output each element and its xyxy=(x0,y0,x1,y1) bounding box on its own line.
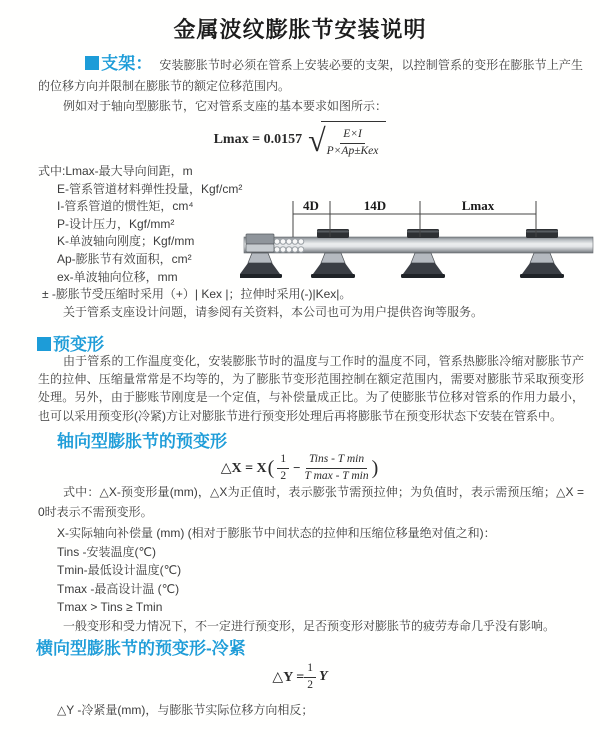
diagram-label-14d: 14D xyxy=(363,198,387,213)
half-denominator: 2 xyxy=(280,469,287,482)
definition-line: 式中:Lmax-最大导向间距，m xyxy=(38,164,193,178)
radical-content xyxy=(321,121,387,159)
lateral-coldpull-note: △Y -冷紧量(mm)，与膨胀节实际位移方向相反； xyxy=(57,703,314,717)
section-heading-support xyxy=(85,54,152,73)
one-half-fraction xyxy=(304,662,316,693)
formula-lateral-lhs: △Y = xyxy=(272,669,305,685)
temperature-fraction xyxy=(305,453,369,484)
close-paren: ) xyxy=(371,456,379,479)
open-paren: ( xyxy=(267,456,275,479)
page-title: 金属波纹膨胀节安装说明 xyxy=(173,17,427,42)
formula-lmax-lhs: Lmax = 0.0157 xyxy=(213,132,303,147)
definition-line: E-管系管道材料弹性投量，Kgf/cm² xyxy=(57,181,243,196)
subheading-axial-predeform: 轴向型膨胀节的预变形 xyxy=(57,432,227,451)
formula-lateral-coldpull xyxy=(0,660,600,694)
formula-lateral-rhs: Y xyxy=(319,669,328,684)
formula-lmax xyxy=(0,120,600,160)
guide-support xyxy=(311,229,355,278)
pipe-support-diagram xyxy=(240,193,595,290)
diagram-label-4d: 4D xyxy=(303,198,319,213)
predeform-heading-text: 预变形 xyxy=(53,335,104,354)
definition-line: K-单波轴向刚度；Kgf/mm xyxy=(57,234,195,249)
axial-general-note: 一般变形和受力情况下，不一定进行预变形，足否预变形对膨胀节的疲劳寿命几乎没有影响。 xyxy=(63,619,556,633)
axial-variable-line: Tmin-最低设计温度(℃) xyxy=(57,563,182,577)
predeform-body-text: 由于管系的工作温度变化，安装膨胀节时的温度与工作时的温度不同，管系热膨胀冷缩对膨胀节产生的拉伸、压缩量常常是不均等的，为了膨胀节变形范围控制在额定范围内，需要对膨胀节采取预变形处理。另外，由于膨账节刚度是一个定值，与补偿量成正比。为了使膨胀节位移对管系的作用力最小，也可以采用预变形(冷紧)方让对膨胀节进行预变形处理后再将膨胀节在预变形状态下安装在管系中。 xyxy=(38,354,584,423)
temperature-denominator: T max - T min xyxy=(304,469,369,482)
half-denominator: 2 xyxy=(307,678,314,691)
minus-sign: − xyxy=(293,460,301,475)
formula-lmax-denominator: P×Ap±Kex xyxy=(326,145,379,157)
section-bullet-icon xyxy=(37,337,51,351)
temperature-numerator: Tins - T min xyxy=(306,453,367,469)
plus-minus-note: ± -膨胀节受压缩时采用（+）| Kex |；拉伸时采用(-)|Kex|。 xyxy=(42,287,352,302)
subheading-lateral-predeform: 横向型膨胀节的预变形-冷紧 xyxy=(36,639,246,658)
axial-variable-list xyxy=(57,524,582,617)
axial-variable-line: Tins -安装温度(℃) xyxy=(57,544,157,559)
support-heading-text: 支架： xyxy=(101,54,153,73)
definition-line: ex-单波轴向位移，mm xyxy=(57,269,178,284)
axial-formula-explanation: 式中：△X-预变形量(mm)，△X为正值时，表示膨张节需预拉伸；为负值时，表示需预压缩；△X = 0时表示不需预变形。 xyxy=(38,485,584,519)
guide-support xyxy=(520,229,564,278)
guide-support xyxy=(401,229,445,278)
formula-axial-lhs: △X = X xyxy=(220,460,267,476)
one-half-fraction xyxy=(277,453,289,484)
formula-lmax-numerator: E×I xyxy=(340,128,365,144)
formula-axial-predeform xyxy=(0,450,600,486)
support-example-text: 例如对于轴向型膨胀节，它对管系支座的基本要求如图所示： xyxy=(63,99,388,113)
definition-line: I-管系管道的惯性矩，cm⁴ xyxy=(57,199,194,214)
support-paragraph xyxy=(38,53,583,97)
section-bullet-icon xyxy=(85,56,99,70)
axial-variable-line: X-实际轴向补偿量 (mm) (相对于膨胀节中间状态的拉伸和压缩位移量绝对值之和)： xyxy=(57,526,496,540)
definition-line: Ap-膨胀节有效面积，cm² xyxy=(57,251,192,266)
half-numerator: 1 xyxy=(304,662,316,678)
diagram-label-lmax: Lmax xyxy=(461,198,495,213)
radical-icon: √ xyxy=(308,121,326,158)
formula-lmax-fraction xyxy=(327,128,379,159)
support-intro-text: 安装膨胀节时必须在管系上安装必要的支架，以控制管系的变形在膨胀节上产生的位移方向并限制在膨胀节的额定位移范围内。 xyxy=(38,58,583,93)
definition-line: P-设计压力，Kgf/mm² xyxy=(57,216,175,231)
half-numerator: 1 xyxy=(277,453,289,469)
consulting-note: 关于管系支座设计问题，请参阅有关资料，本公司也可为用户提供咨询等服务。 xyxy=(63,304,484,319)
axial-variable-line: Tmax > Tins ≥ Tmin xyxy=(57,600,163,614)
axial-variable-line: Tmax -最高设计温 (℃) xyxy=(57,581,180,596)
